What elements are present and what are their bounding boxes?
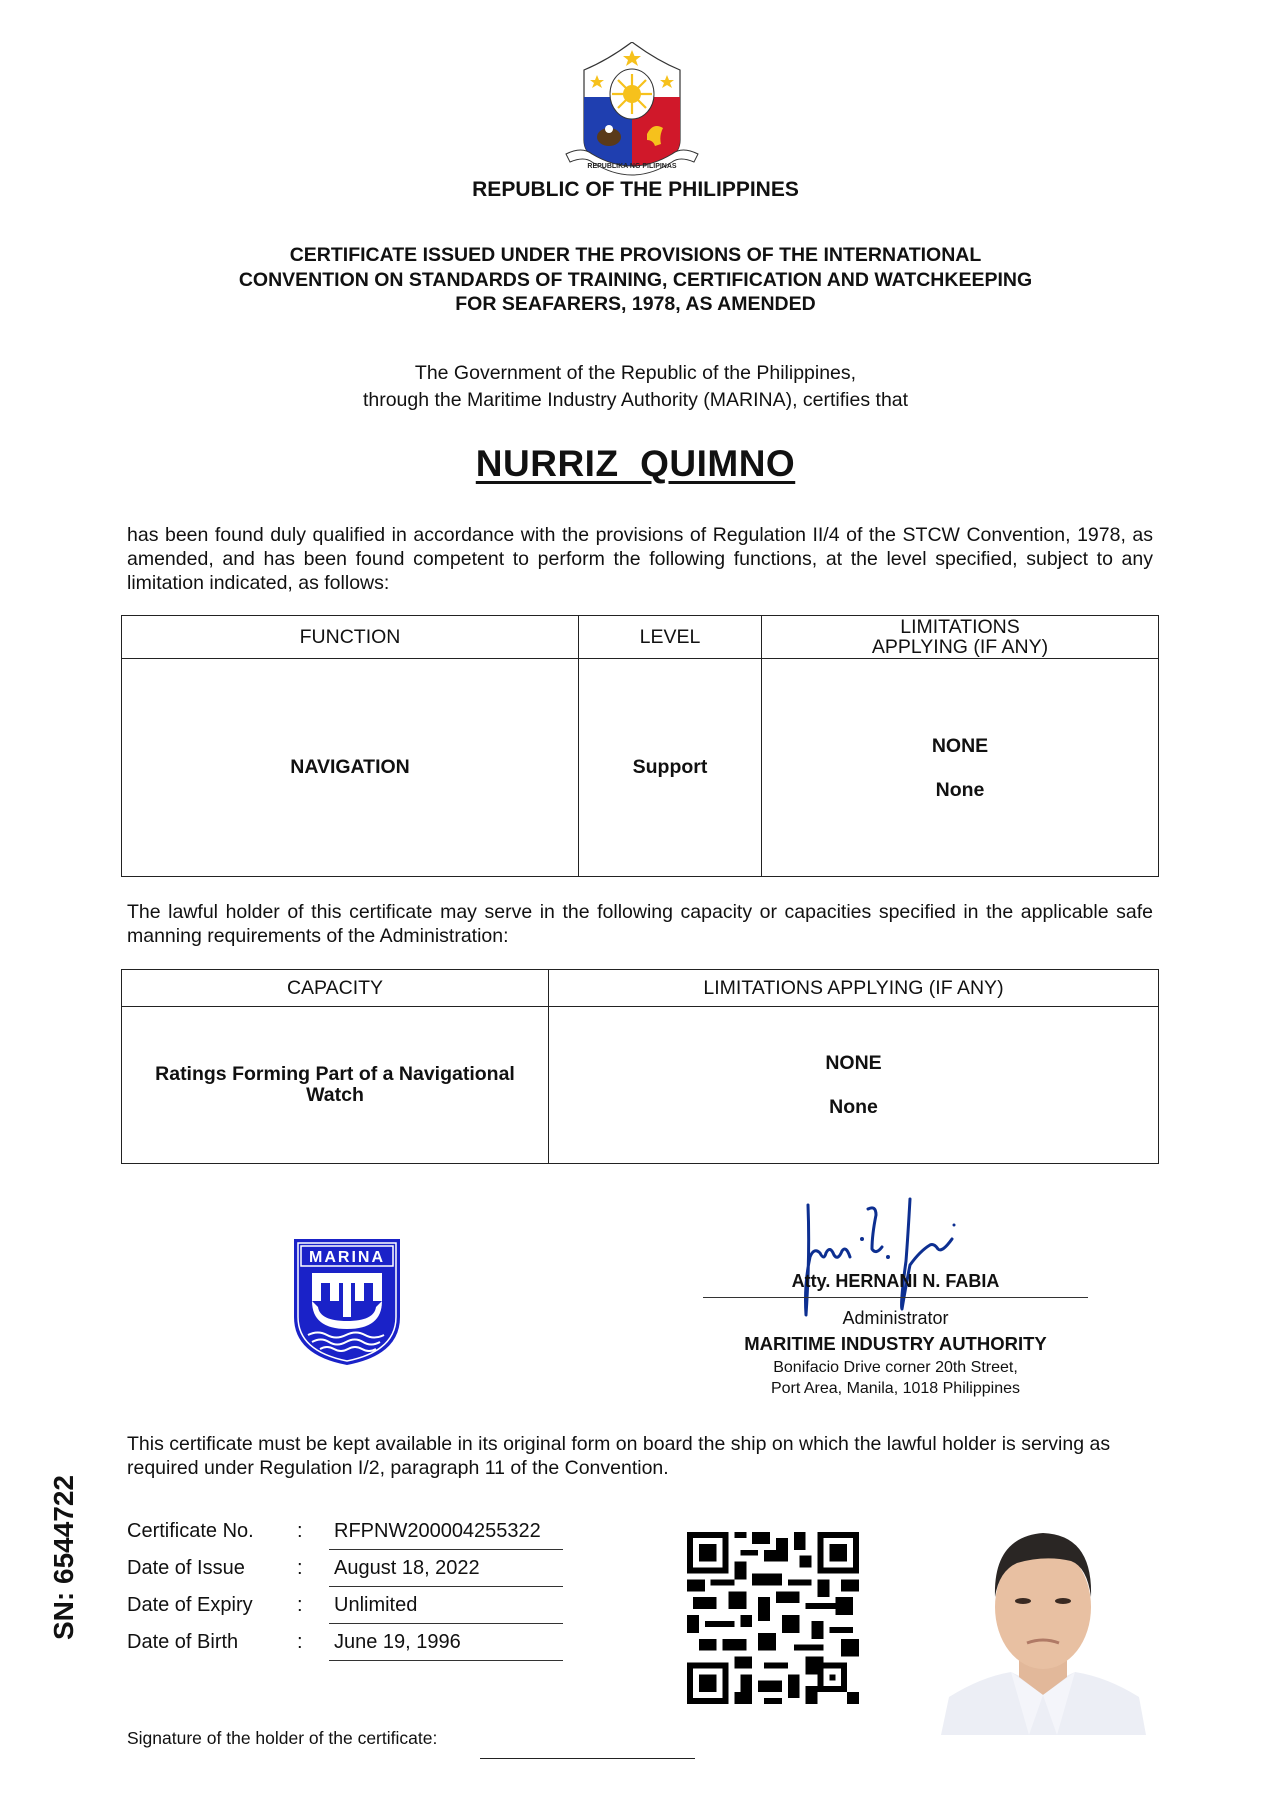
function-cell: NAVIGATION <box>122 659 579 877</box>
svg-text:MARINA: MARINA <box>309 1249 385 1266</box>
holder-photo <box>941 1497 1146 1735</box>
svg-text:REPUBLIKA NG PILIPINAS: REPUBLIKA NG PILIPINAS <box>587 163 677 170</box>
functions-table <box>121 615 1159 877</box>
header-level: LEVEL <box>579 616 762 659</box>
notice-paragraph: This certificate must be kept available in its original form on board the ship on which the lawful holder is serving as required under Regulation I/2, paragraph 11 of the Convention. <box>127 1433 1111 1479</box>
signatory-title: Administrator <box>842 1308 949 1328</box>
detail-value: RFPNW200004255322 <box>329 1520 563 1550</box>
marina-logo <box>292 1237 402 1367</box>
intro-line: through the Maritime Industry Authority (MARINA), certifies that <box>362 389 909 411</box>
serial-number: SN: 6544722 <box>48 1474 79 1640</box>
certificate-heading <box>0 243 1271 317</box>
philippine-coat-of-arms <box>562 42 702 180</box>
coat-of-arms-icon <box>562 42 702 180</box>
signatory-address: Bonifacio Drive corner 20th Street, Port Area, Manila, 1018 Philippines <box>770 1359 1021 1397</box>
intro-line: The Government of the Republic of the Philippines, <box>414 362 857 384</box>
level-cell: Support <box>579 659 762 877</box>
detail-value: August 18, 2022 <box>329 1557 563 1587</box>
holder-signature-label: Signature of the holder of the certificate: <box>127 1728 438 1748</box>
republic-title: REPUBLIC OF THE PHILIPPINES <box>472 178 799 201</box>
capacity-paragraph: The lawful holder of this certificate may serve in the following capacity or capacities specified in the applicable safe manning requirements of the Administration: <box>127 901 1153 947</box>
table-header-row <box>122 970 1159 1007</box>
administrator-signature <box>780 1195 970 1320</box>
detail-label: Date of Issue <box>127 1557 245 1579</box>
table-row <box>122 1007 1159 1164</box>
holder-name-text: NURRIZ QUIMNO <box>475 443 796 484</box>
holder-portrait-icon <box>941 1497 1146 1735</box>
table-header-row <box>122 616 1159 659</box>
header-limitations: LIMITATIONS APPLYING (IF ANY) <box>762 616 1159 659</box>
qr-code-icon <box>687 1532 859 1704</box>
detail-value: June 19, 1996 <box>329 1631 563 1661</box>
detail-colon: : <box>297 1631 303 1653</box>
limitations-cell: NONE None <box>549 1007 1159 1164</box>
issuer-statement <box>0 360 1271 414</box>
detail-label: Date of Birth <box>127 1631 239 1653</box>
signature-scribble-icon <box>780 1195 970 1320</box>
header-capacity: CAPACITY <box>122 970 549 1007</box>
table-row <box>122 659 1159 877</box>
signatory-organization: MARITIME INDUSTRY AUTHORITY <box>744 1333 1047 1354</box>
detail-colon: : <box>297 1557 303 1579</box>
detail-value: Unlimited <box>329 1594 563 1624</box>
heading-line: CERTIFICATE ISSUED UNDER THE PROVISIONS OF THE INTERNATIONAL <box>289 244 982 266</box>
capacity-table <box>121 969 1159 1164</box>
holder-name <box>0 443 1271 485</box>
detail-colon: : <box>297 1520 303 1542</box>
heading-line: CONVENTION ON STANDARDS OF TRAINING, CERTIFICATION AND WATCHKEEPING <box>238 268 1033 291</box>
header-function: FUNCTION <box>122 616 579 659</box>
signatory-name: Atty. HERNANI N. FABIA <box>791 1271 1000 1291</box>
capacity-cell: Ratings Forming Part of a Navigational Watch <box>122 1007 549 1164</box>
detail-colon: : <box>297 1594 303 1616</box>
detail-label: Certificate No. <box>127 1520 254 1542</box>
marina-shield-icon <box>292 1237 402 1367</box>
qr-code[interactable] <box>687 1532 859 1704</box>
detail-label: Date of Expiry <box>127 1594 253 1616</box>
limitations-cell: NONE None <box>762 659 1159 877</box>
heading-line: FOR SEAFARERS, 1978, AS AMENDED <box>455 293 816 315</box>
holder-signature-line <box>480 1758 695 1759</box>
header-limitations: LIMITATIONS APPLYING (IF ANY) <box>549 970 1159 1007</box>
signature-line <box>703 1297 1088 1298</box>
qualification-paragraph: has been found duly qualified in accordance with the provisions of Regulation II/4 of the STCW Convention, 1978, as amended, and has been found competent to perform the following functions, at the level specified, subject to any limitation indicated, as follows: <box>127 524 1153 594</box>
